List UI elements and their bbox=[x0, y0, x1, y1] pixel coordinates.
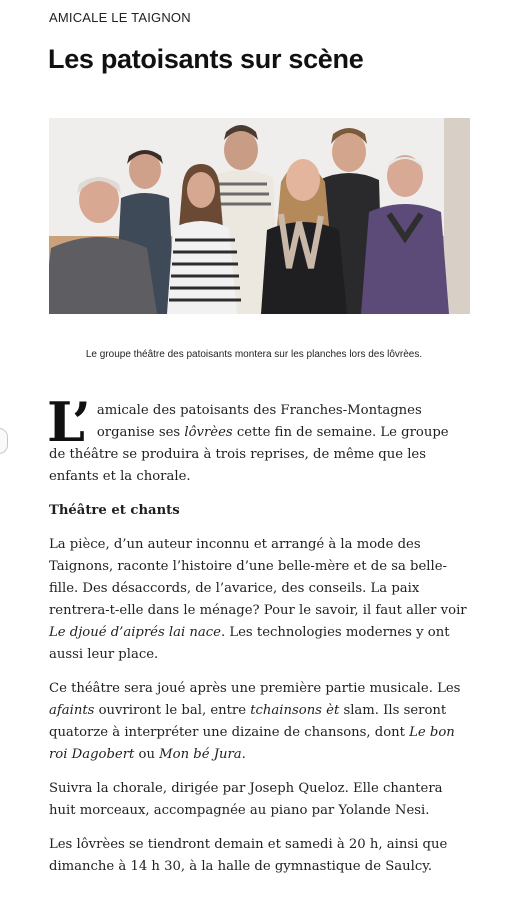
article-title: Les patoisants sur scène bbox=[48, 44, 364, 74]
text-run: slam. Ils seront quatorze à interpréter une dizaine de chansons, dont bbox=[49, 703, 447, 740]
text-run-italic: lôvrèes bbox=[184, 425, 233, 440]
text-run-italic: afaints bbox=[49, 703, 95, 718]
paragraph-choir: Suivra la chorale, dirigée par Joseph Queloz. Elle chantera huit morceaux, accompagnée au piano par Yolande Nesi. bbox=[49, 781, 443, 818]
text-run: La pièce, d’un auteur inconnu et arrangé à la mode des Taignons, raconte l’histoire d’une belle-mère et de sa belle-fille. Des désaccords, de l’avarice, des conseils. La paix rentrera-t-elle dans le ménage? Pour le savoir, il faut aller voir bbox=[49, 537, 467, 618]
paragraph-play bbox=[49, 534, 469, 666]
text-run-italic: tchainsons èt bbox=[250, 703, 340, 718]
photo-caption: Le groupe théâtre des patoisants montera sur les planches lors des lôvrèes. bbox=[85, 349, 423, 360]
text-run-italic: Mon bé Jura bbox=[159, 747, 242, 762]
section-subhead: Théâtre et chants bbox=[49, 503, 180, 518]
group-photo bbox=[49, 118, 470, 314]
side-scroll-tab[interactable] bbox=[0, 428, 8, 454]
paragraph-schedule: Les lôvrèes se tiendront demain et samedi à 20 h, ainsi que dimanche à 14 h 30, à la halle de gymnastique de Saulcy. bbox=[49, 837, 448, 874]
text-run: amicale des patoisants des Franches-Montagnes organise ses bbox=[96, 403, 422, 440]
text-run-italic: Le bon roi Dagobert bbox=[49, 725, 455, 762]
text-run: Ce théâtre sera joué après une première partie musicale. Les bbox=[49, 681, 461, 696]
text-run: . bbox=[241, 747, 246, 762]
article-body bbox=[47, 390, 469, 890]
paragraph-intro bbox=[47, 390, 469, 488]
text-run: . Les technologies modernes y ont aussi leur place. bbox=[49, 625, 450, 662]
paragraph-music bbox=[49, 678, 469, 766]
text-run-italic: Le djoué d’aiprés lai nace bbox=[49, 625, 221, 640]
text-run: ou bbox=[134, 747, 160, 762]
text-run: ouvriront le bal, entre bbox=[94, 703, 251, 718]
text-run: cette fin de semaine. Le groupe de théâtre se produira à trois reprises, de même que les enfants et la chorale. bbox=[49, 425, 449, 484]
drop-cap: L’ bbox=[47, 390, 91, 454]
article-kicker: AMICALE LE TAIGNON bbox=[49, 10, 191, 25]
